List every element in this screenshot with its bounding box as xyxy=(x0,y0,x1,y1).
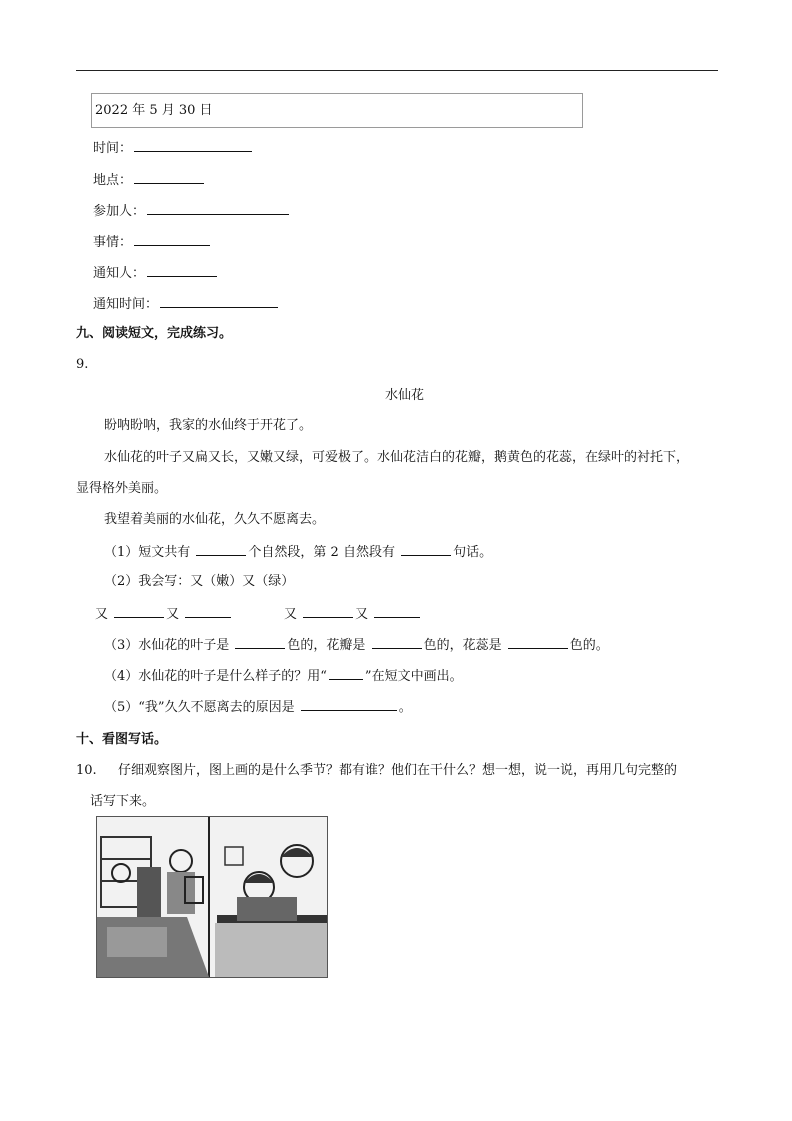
question-2: （2）我会写：又（嫩）又（绿） xyxy=(104,574,295,589)
q-text: （1）短文共有 xyxy=(104,545,191,560)
question-4 xyxy=(104,666,463,686)
question-number-10: 10. xyxy=(76,763,97,778)
passage-paragraph-cont: 显得格外美丽。 xyxy=(76,481,168,496)
field-notifier xyxy=(93,263,219,283)
blank-line xyxy=(508,635,568,649)
field-label: 事情： xyxy=(93,235,133,250)
field-label: 参加人： xyxy=(93,204,146,219)
q-text: 句话。 xyxy=(453,545,493,560)
question-2-blanks-b xyxy=(284,604,422,624)
blank-line xyxy=(185,604,231,618)
q-text: （4）水仙花的叶子是什么样子的？用“ xyxy=(104,669,327,684)
date-box xyxy=(91,93,583,128)
q-text: ”在短文中画出。 xyxy=(364,669,463,684)
header-rule xyxy=(76,70,718,71)
blank-line xyxy=(303,604,353,618)
field-label: 通知时间： xyxy=(93,297,159,312)
question-5 xyxy=(104,697,412,717)
question-number-9: 9. xyxy=(76,357,89,372)
section9-heading: 九、阅读短文，完成练习。 xyxy=(76,326,233,341)
field-label: 时间： xyxy=(93,141,133,156)
blank-line xyxy=(374,604,420,618)
notice-date: 2022 年 5 月 30 日 xyxy=(95,103,213,118)
q-text: 。 xyxy=(398,700,412,715)
field-notice-time xyxy=(93,294,280,314)
blank-line xyxy=(329,666,363,680)
field-label: 通知人： xyxy=(93,266,146,281)
q-text: 色的，花蕊是 xyxy=(423,638,502,653)
section10-heading: 十、看图写话。 xyxy=(76,732,168,747)
q-text: 又 xyxy=(355,607,369,622)
blank-line xyxy=(160,294,278,308)
question-3 xyxy=(104,635,609,655)
illustration-picture xyxy=(96,816,328,978)
question-10-text-cont: 话写下来。 xyxy=(90,794,156,809)
blank-line xyxy=(147,263,217,277)
field-matter xyxy=(93,232,212,252)
passage-paragraph: 我望着美丽的水仙花，久久不愿离去。 xyxy=(104,512,326,527)
field-label: 地点： xyxy=(93,173,133,188)
q-text: 又 xyxy=(166,607,180,622)
blank-line xyxy=(301,697,397,711)
passage-paragraph: 盼呐盼呐，我家的水仙终于开花了。 xyxy=(104,418,313,433)
q-text: 个自然段，第 2 自然段有 xyxy=(248,545,395,560)
field-participants xyxy=(93,201,291,221)
question-1 xyxy=(104,542,492,562)
blank-line xyxy=(235,635,285,649)
q-text: 又 xyxy=(284,607,298,622)
blank-line xyxy=(401,542,451,556)
passage-title: 水仙花 xyxy=(385,388,425,403)
illustration-drawing xyxy=(97,817,327,977)
field-place xyxy=(93,170,206,190)
blank-line xyxy=(372,635,422,649)
q-text: （3）水仙花的叶子是 xyxy=(104,638,230,653)
question-2-blanks-a xyxy=(95,604,233,624)
blank-line xyxy=(196,542,246,556)
passage-paragraph: 水仙花的叶子又扁又长，又嫩又绿，可爱极了。水仙花洁白的花瓣，鹅黄色的花蕊，在绿叶的衬托下， xyxy=(104,450,690,465)
blank-line xyxy=(114,604,164,618)
q-text: （5）“我”久久不愿离去的原因是 xyxy=(104,700,295,715)
q-text: 色的。 xyxy=(569,638,609,653)
blank-line xyxy=(147,201,289,215)
question-10-text: 仔细观察图片，图上画的是什么季节？都有谁？他们在干什么？想一想，说一说，再用几句完整的 xyxy=(118,763,678,778)
q-text: 又 xyxy=(95,607,109,622)
blank-line xyxy=(134,138,252,152)
q-text: 色的，花瓣是 xyxy=(287,638,366,653)
blank-line xyxy=(134,232,210,246)
field-time xyxy=(93,138,254,158)
blank-line xyxy=(134,170,204,184)
